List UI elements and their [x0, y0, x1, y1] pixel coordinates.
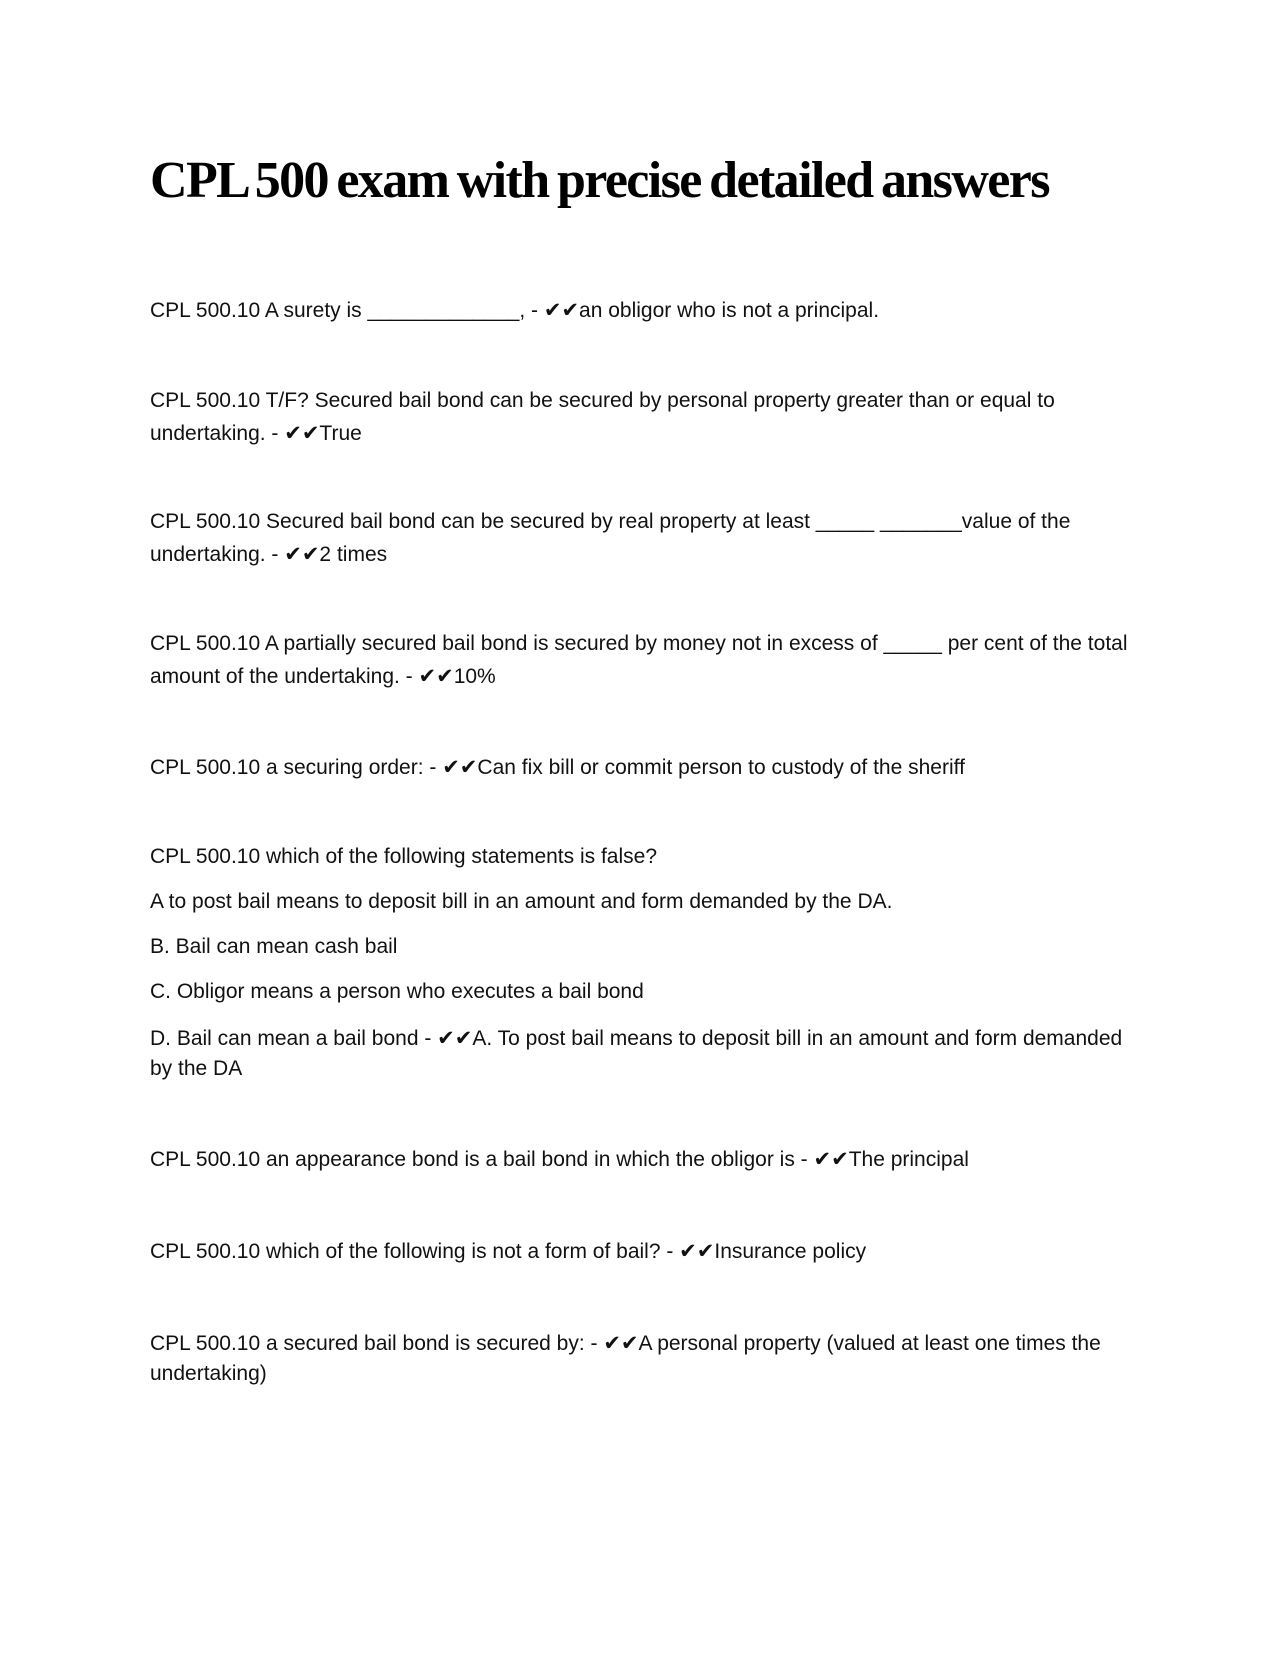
answer-option: A to post bail means to deposit bill in an amount and form demanded by the DA.: [150, 890, 893, 913]
question-paragraph: CPL 500.10 A partially secured bail bond is secured by money not in excess of _____ per cent of the total amount of the undertaking. - ✔✔10%: [150, 632, 1128, 688]
question-paragraph: CPL 500.10 an appearance bond is a bail bond in which the obligor is - ✔✔The principal: [150, 1148, 969, 1171]
answer-option: C. Obligor means a person who executes a bail bond: [150, 980, 644, 1003]
question-paragraph: CPL 500.10 Secured bail bond can be secured by real property at least _____ _______value of the undertaking. - ✔✔2 times: [150, 510, 1071, 566]
answer-option: B. Bail can mean cash bail: [150, 935, 398, 958]
question-paragraph: CPL 500.10 a securing order: - ✔✔Can fix bill or commit person to custody of the sheriff: [150, 756, 965, 779]
question-paragraph: CPL 500.10 a secured bail bond is secured by: - ✔✔A personal property (valued at least one times the undertaking): [150, 1332, 1101, 1385]
question-paragraph: CPL 500.10 which of the following is not a form of bail? - ✔✔Insurance policy: [150, 1240, 867, 1263]
document-title: CPL 500 exam with precise detailed answers: [150, 152, 1049, 209]
question-paragraph: CPL 500.10 which of the following statements is false?: [150, 845, 658, 868]
answer-option: D. Bail can mean a bail bond - ✔✔A. To post bail means to deposit bill in an amount and form demanded by the DA: [150, 1027, 1123, 1080]
question-paragraph: CPL 500.10 T/F? Secured bail bond can be secured by personal property greater than or equal to undertaking. - ✔✔True: [150, 389, 1055, 445]
question-paragraph: CPL 500.10 A surety is _____________, - ✔✔an obligor who is not a principal.: [150, 299, 880, 322]
